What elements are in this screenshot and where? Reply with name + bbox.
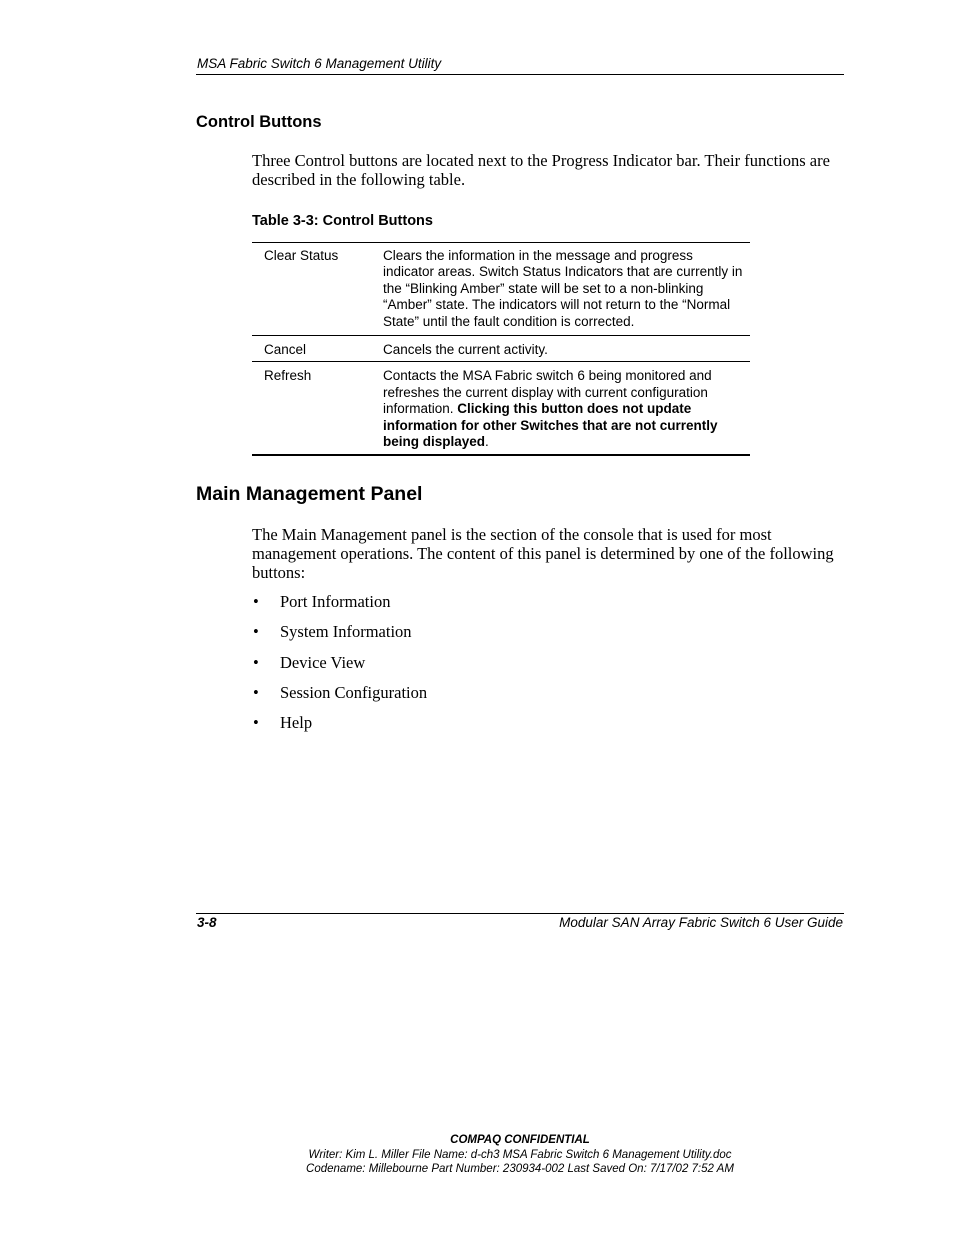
list-item bbox=[252, 592, 427, 622]
bullet-icon: • bbox=[253, 622, 259, 642]
running-header: MSA Fabric Switch 6 Management Utility bbox=[197, 56, 442, 71]
description-text: Contacts the MSA Fabric switch 6 being monitored and refreshes the current display with current configuration information. bbox=[383, 368, 712, 417]
bullet-icon: • bbox=[253, 652, 259, 672]
confidential-codename-line: Codename: Millebourne Part Number: 230934-002 Last Saved On: 7/17/02 7:52 AM bbox=[306, 1163, 734, 1175]
footer-rule bbox=[196, 913, 844, 914]
list-item-label: Port Information bbox=[280, 592, 391, 611]
header-rule bbox=[196, 74, 844, 75]
list-item bbox=[252, 622, 427, 652]
table-row bbox=[252, 335, 750, 361]
list-item-label: System Information bbox=[280, 622, 412, 642]
description-emphasis: Clicking this button does not update information for other Switches that are not currently being displayed bbox=[383, 401, 718, 450]
table-cell-button-name: Cancel bbox=[264, 342, 307, 358]
intro-paragraph: Three Control buttons are located next to the Progress Indicator bar. Their functions are described in the following table. bbox=[252, 151, 830, 189]
section-heading-main-management-panel: Main Management Panel bbox=[196, 483, 423, 505]
table-row bbox=[252, 361, 750, 454]
section-heading-control-buttons: Control Buttons bbox=[196, 113, 322, 131]
page-number: 3-8 bbox=[197, 915, 217, 930]
confidential-title: COMPAQ CONFIDENTIAL bbox=[450, 1134, 590, 1146]
control-buttons-table bbox=[252, 242, 750, 456]
table-cell-description: Cancels the current activity. bbox=[383, 342, 548, 358]
list-item bbox=[252, 653, 427, 683]
table-cell-description: Clears the information in the message and progress indicator areas. Switch Status Indicators that are currently in the “Blinking Amber” state will be set to a non-blinking “Amber” state. The indicators will not return to the “Normal State” until the fault condition is corrected. bbox=[383, 248, 743, 329]
table-cell-description bbox=[383, 362, 750, 454]
bullet-icon: • bbox=[253, 713, 259, 733]
list-item-label: Device View bbox=[280, 652, 366, 672]
footer-document-title: Modular SAN Array Fabric Switch 6 User Guide bbox=[559, 915, 843, 930]
bullet-icon: • bbox=[253, 682, 259, 702]
main-paragraph: The Main Management panel is the section of the console that is used for most management operations. The content of this panel is determined by one of the following buttons: bbox=[252, 525, 834, 582]
confidential-notice bbox=[200, 1133, 840, 1177]
table-cell-button-name: Clear Status bbox=[264, 248, 339, 263]
table-caption: Table 3-3: Control Buttons bbox=[252, 213, 433, 229]
table-cell-button-name: Refresh bbox=[264, 368, 312, 384]
list-item-label: Session Configuration bbox=[280, 682, 428, 702]
list-item-label: Help bbox=[280, 713, 313, 733]
list-item bbox=[252, 713, 427, 743]
bullet-icon: • bbox=[253, 592, 259, 611]
table-row bbox=[252, 243, 750, 335]
confidential-writer-line: Writer: Kim L. Miller File Name: d-ch3 MSA Fabric Switch 6 Management Utility.doc bbox=[308, 1148, 732, 1161]
list-item bbox=[252, 683, 427, 713]
description-end: . bbox=[485, 434, 489, 450]
button-list bbox=[252, 592, 427, 743]
